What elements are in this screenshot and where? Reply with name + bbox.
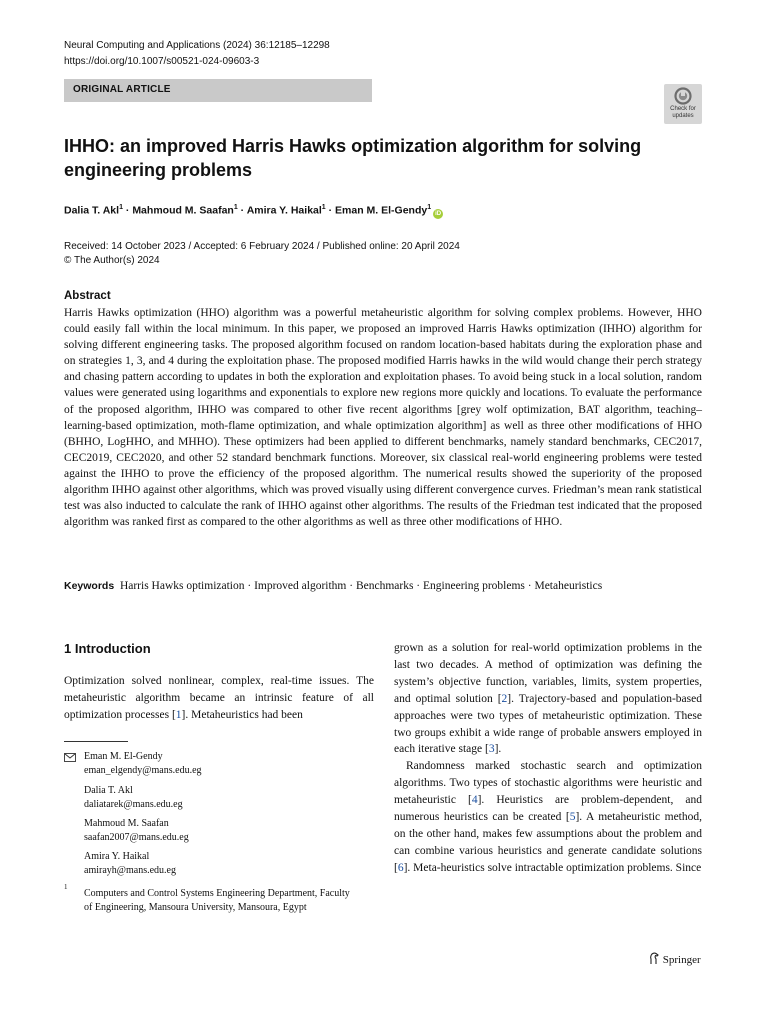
abstract-text: Harris Hawks optimization (HHO) algorithm was a powerful metaheuristic algorithm for solving complex problems. However, HHO could easily fall within the local minimum. In this paper, we proposed an improved Harris Hawks optimization (IHHO) algorithm for solving different engineering tasks. The proposed algorithm focused on random location-based habitats during the exploration phase and on strategies 1, 3, and 4 during the exploitation phase. The proposed modified Harris hawks in the wild would change their perch strategy and chasing pattern according to updates in both the exploration and exploitation phases. To avoid being stuck in a local solution, random values were generated using logarithms and exponentials to explore new regions more quickly and locations. To evaluate the performance of the proposed algorithm, IHHO was compared to other five recent algorithms [grey wolf optimization, BAT algorithm, teaching–learning-based optimization, moth-flame optimization, and whale optimization algorithm] as well as three other modifications of HHO (BHHO, LogHHO, and MHHO). These optimizers had been applied to different benchmarks, namely standard benchmarks, CEC2017, CEC2019, CEC2020, and other 52 standard benchmark functions. Moreover, six classical real-world engineering problems were tested against the IHHO to prove the efficiency of the proposed algorithm. The numerical results showed the superiority of the proposed algorithm IHHO against other algorithms, which was proved visually using different convergence curves. Friedman’s mean rank statistical test was also inducted to calculate the rank of IHHO against other algorithms. The results of the Friedman test indicated that the proposed algorithm was ranked first as compared to the other algorithms as well as three other modifications of HHO. xyxy=(64,307,702,529)
text-run: ]. Meta-heuristics solve intractable optimization problems. Since xyxy=(403,861,702,874)
correspondence-entry xyxy=(84,817,189,845)
citation-link[interactable]: 3 xyxy=(488,743,495,756)
check-label-line1: Check for xyxy=(670,106,696,112)
check-for-updates-badge[interactable] xyxy=(664,84,702,124)
author-separator: · xyxy=(325,204,336,217)
text-run: ]. Trajectory-based and population-based approaches were two types of metaheuristic optimization. These two groups exhibit a wide range of probable answers employed in each iterative stage [ xyxy=(394,692,702,756)
correspondence-name: Mahmoud M. Saafan xyxy=(84,818,169,829)
article-title: IHHO: an improved Harris Hawks optimization algorithm for solving engineering problems xyxy=(64,136,642,180)
abstract-heading: Abstract xyxy=(64,290,111,302)
author-affiliation-mark: 1 xyxy=(119,204,123,211)
paragraph xyxy=(394,758,702,876)
correspondence-email[interactable]: amirayh@mans.edu.eg xyxy=(84,865,176,876)
author-affiliation-mark: 1 xyxy=(321,204,326,211)
footnote-divider xyxy=(64,741,128,742)
correspondence-email[interactable]: daliatarek@mans.edu.eg xyxy=(84,799,183,810)
author-list xyxy=(64,204,443,219)
text-run: Optimization solved nonlinear, complex, real-time issues. The metaheuristic algorithm became an intrinsic feature of all optimization processes [ xyxy=(64,675,374,721)
article-type-banner: ORIGINAL ARTICLE xyxy=(64,79,372,102)
keywords-text: Harris Hawks optimization · Improved algorithm · Benchmarks · Engineering problems · Metaheuristics xyxy=(119,580,603,592)
author-separator: · xyxy=(237,204,247,217)
affiliation-number: 1 xyxy=(64,883,68,891)
correspondence-email[interactable]: eman_elgendy@mans.edu.eg xyxy=(84,765,202,776)
intro-right-column xyxy=(394,640,702,877)
author-name[interactable]: Eman M. El-Gendy xyxy=(335,204,428,217)
publication-dates: Received: 14 October 2023 / Accepted: 6 February 2024 / Published online: 20 April 2024 xyxy=(64,241,460,252)
envelope-icon xyxy=(64,753,76,762)
doi-link[interactable]: https://doi.org/10.1007/s00521-024-09603-3 xyxy=(64,56,260,67)
citation-link[interactable]: 5 xyxy=(569,811,576,824)
correspondence-name: Amira Y. Haikal xyxy=(84,851,150,862)
text-run: ]. A metaheuristic method, on the other hand, makes few assumptions about the problem and can combine various heuristics and generate candidate solutions [ xyxy=(394,811,702,874)
check-label-line2: updates xyxy=(672,113,694,119)
correspondence-name: Dalia T. Akl xyxy=(84,785,133,796)
citation-link[interactable]: 6 xyxy=(397,861,404,874)
keywords-label: Keywords xyxy=(64,580,115,592)
text-run: ]. Metaheuristics had been xyxy=(181,709,303,721)
keywords-line xyxy=(64,580,602,592)
citation-link[interactable]: 1 xyxy=(175,709,182,721)
journal-citation: Neural Computing and Applications (2024) 36:12185–12298 xyxy=(64,40,330,51)
author-name[interactable]: Amira Y. Haikal xyxy=(246,204,322,217)
paragraph xyxy=(394,640,702,758)
correspondence-name: Eman M. El-Gendy xyxy=(84,751,163,762)
copyright-notice: © The Author(s) 2024 xyxy=(64,255,160,266)
publisher-name: Springer xyxy=(662,954,701,966)
orcid-icon[interactable]: iD xyxy=(435,210,442,217)
author-separator: · xyxy=(122,204,133,217)
text-run: ]. Heuristics are problem-dependent, and numerous heuristics can be created [ xyxy=(394,794,703,824)
section-heading: 1 Introduction xyxy=(64,641,151,656)
correspondence-email[interactable]: saafan2007@mans.edu.eg xyxy=(84,832,189,843)
author-name[interactable]: Mahmoud M. Saafan xyxy=(132,204,234,217)
text-run: grown as a solution for real-world optimization problems in the last two decades. A method of optimization was defining the system’s objective function, variables, limits, system properties, and optimal solution [ xyxy=(394,642,702,705)
correspondence-entry xyxy=(84,850,176,878)
springer-horse-icon xyxy=(648,952,660,965)
intro-left-column xyxy=(64,673,374,724)
author-affiliation-mark: 1 xyxy=(427,204,432,211)
correspondence-entry xyxy=(84,784,183,812)
publisher-logo xyxy=(648,952,701,966)
author-name[interactable]: Dalia T. Akl xyxy=(64,204,120,217)
citation-link[interactable]: 4 xyxy=(471,794,478,807)
text-run: ]. xyxy=(494,743,502,756)
citation-link[interactable]: 2 xyxy=(501,692,508,705)
affiliation-text: Computers and Control Systems Engineering Department, Faculty of Engineering, Mansoura University, Mansoura, Egypt xyxy=(84,888,350,913)
correspondence-entry xyxy=(84,750,202,778)
crossmark-icon xyxy=(674,87,692,105)
author-affiliation-mark: 1 xyxy=(233,204,238,211)
text-run: Randomness marked stochastic search and optimization algorithms. Two types of stochastic algorithms were heuristic and metaheuristic [ xyxy=(394,760,702,807)
